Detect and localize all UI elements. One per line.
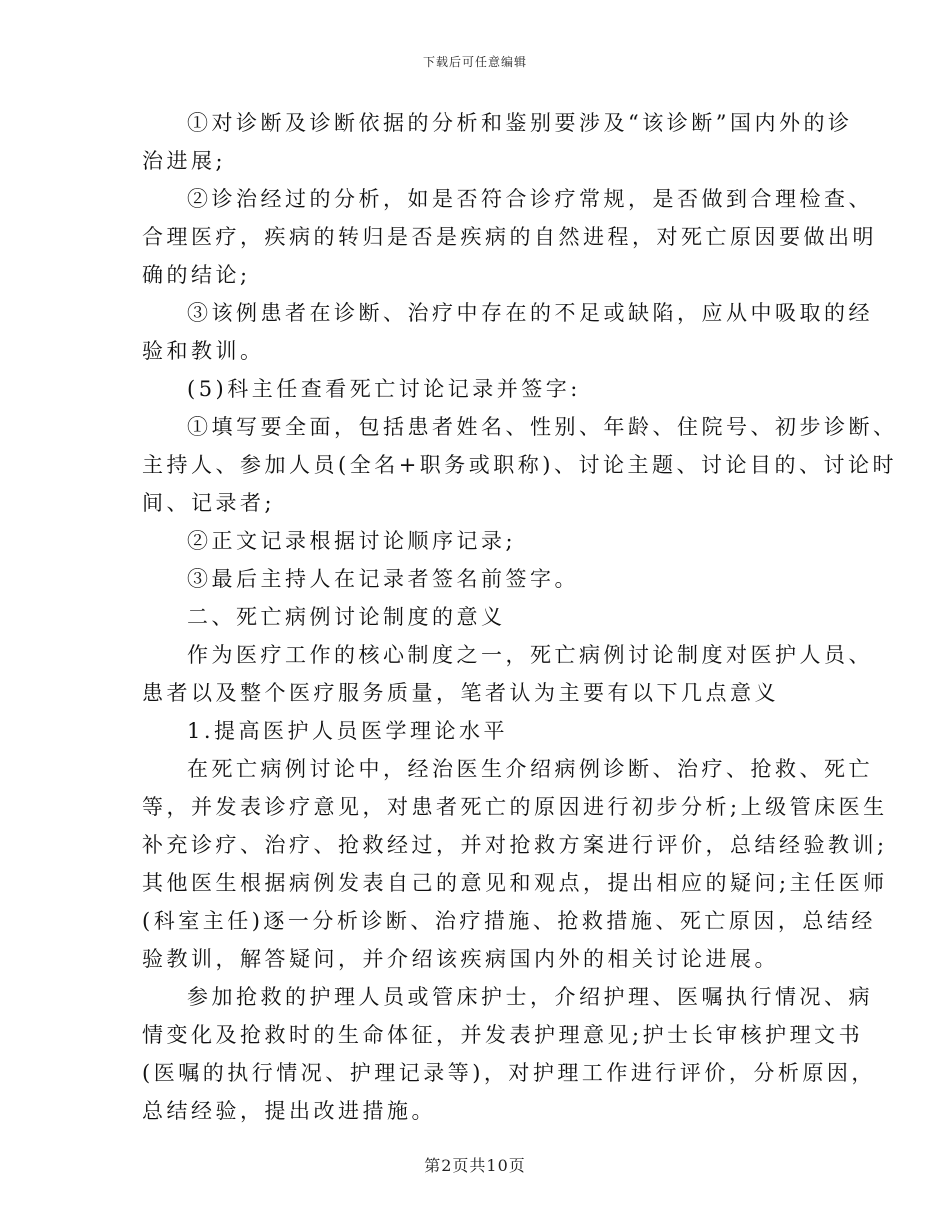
section-heading: 二、死亡病例讨论制度的意义 [187, 605, 506, 629]
text-line: ①对诊断及诊断依据的分析和鉴别要涉及“该诊断”国内外的诊 [187, 111, 853, 135]
text-line: (医嘱的执行情况、护理记录等)，对护理工作进行评价，分析原因， [142, 1061, 876, 1085]
text-line: 间、记录者; [142, 491, 276, 515]
text-line: (科室主任)逐一分析诊断、治疗措施、抢救措施、死亡原因，总结经 [142, 909, 876, 933]
text-line: 治进展; [142, 149, 227, 173]
text-line: 参加抢救的护理人员或管床护士，介绍护理、医嘱执行情况、病 [187, 985, 873, 1009]
text-line: 在死亡病例讨论中，经治医生介绍病例诊断、治疗、抢救、死亡 [187, 757, 873, 781]
text-line: (5)科主任查看死亡讨论记录并签字: [187, 377, 581, 401]
text-line: 验和教训。 [142, 339, 265, 363]
text-line: 其他医生根据病例发表自己的意见和观点，提出相应的疑问;主任医师 [142, 871, 888, 895]
text-line: ③最后主持人在记录者签名前签字。 [187, 567, 579, 591]
text-line: 确的结论; [142, 263, 251, 287]
text-line: 合理医疗，疾病的转归是否是疾病的自然进程，对死亡原因要做出明 [142, 225, 877, 249]
subsection-heading: 1.提高医护人员医学理论水平 [187, 719, 509, 743]
text-line: ③该例患者在诊断、治疗中存在的不足或缺陷，应从中吸取的经 [187, 301, 873, 325]
text-line: 补充诊疗、治疗、抢救经过，并对抢救方案进行评价，总结经验教训; [142, 833, 888, 857]
text-line: 作为医疗工作的核心制度之一，死亡病例讨论制度对医护人员、 [187, 643, 873, 667]
page-header-note: 下载后可任意编辑 [422, 55, 527, 69]
text-line: ②诊治经过的分析，如是否符合诊疗常规，是否做到合理检查、 [187, 187, 873, 211]
page-number-footer: 第2页共10页 [424, 1156, 526, 1175]
text-line: 等，并发表诊疗意见，对患者死亡的原因进行初步分析;上级管床医生 [142, 795, 888, 819]
text-line: ②正文记录根据讨论顺序记录; [187, 529, 517, 553]
text-line: 验教训，解答疑问，并介绍该疾病国内外的相关讨论进展。 [142, 947, 779, 971]
text-line: ①填写要全面，包括患者姓名、性别、年龄、住院号、初步诊断、 [187, 415, 898, 439]
text-line: 患者以及整个医疗服务质量，笔者认为主要有以下几点意义 [142, 681, 779, 705]
text-line: 情变化及抢救时的生命体征，并发表护理意见;护士长审核护理文书 [142, 1023, 864, 1047]
text-line: 主持人、参加人员(全名+职务或职称)、讨论主题、讨论目的、讨论时 [142, 453, 897, 477]
text-line: 总结经验，提出改进措施。 [142, 1099, 436, 1123]
